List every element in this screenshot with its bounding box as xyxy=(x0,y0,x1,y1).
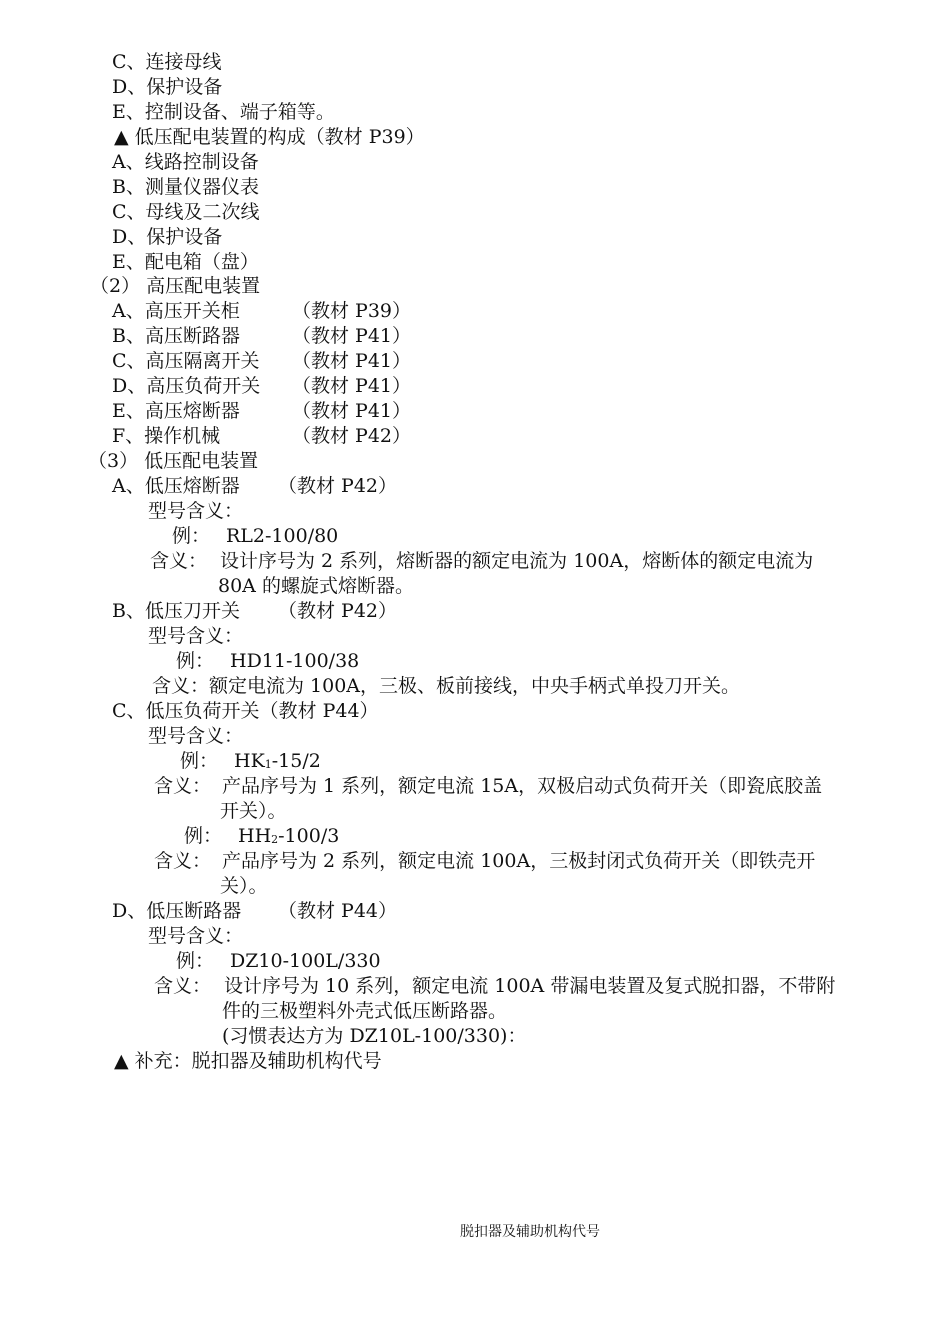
textbook-reference: （教材 P41） xyxy=(292,325,412,347)
caption-text: 脱扣器及辅助机构代号 xyxy=(460,1224,600,1240)
line-text: B、高压断路器 xyxy=(112,325,240,347)
line-text: 开关）。 xyxy=(220,800,287,822)
model-code: $HH_2-100/3$ xyxy=(238,825,340,847)
line-text: E、配电箱（盘） xyxy=(112,251,259,273)
model-code: RL2-100/80 xyxy=(226,525,339,547)
meaning-label: 含义： xyxy=(154,775,212,797)
textbook-reference: （教材 P42） xyxy=(278,600,398,622)
line-text: ▲ 补充：脱扣器及辅助机构代号 xyxy=(114,1050,382,1072)
line-text: E、控制设备、端子箱等。 xyxy=(112,101,335,123)
example-label: 例： xyxy=(176,650,215,672)
line-text: (习惯表达方为 DZ10L-100/330)： xyxy=(222,1025,527,1047)
line-text: F、操作机械 xyxy=(112,425,221,447)
line-text: A、低压熔断器 xyxy=(112,475,240,497)
meaning-text: 设计序号为 10 系列，额定电流 100A 带漏电装置及复式脱扣器，不带附 xyxy=(224,975,836,997)
meaning-text: 产品序号为 2 系列，额定电流 100A，三极封闭式负荷开关（即铁壳开 xyxy=(222,850,816,872)
figure-caption xyxy=(0,1222,950,1242)
line-text: （2） 高压配电装置 xyxy=(90,275,261,297)
line-text: 件的三极塑料外壳式低压断路器。 xyxy=(222,1000,508,1022)
line-text: 型号含义： xyxy=(148,925,244,947)
meaning-label: 含义： xyxy=(154,975,212,997)
line-text: D、低压断路器 xyxy=(112,900,242,922)
meaning-label: 含义： xyxy=(150,550,208,572)
line-text: D、保护设备 xyxy=(112,76,223,98)
textbook-reference: （教材 P42） xyxy=(292,425,412,447)
example-label: 例： xyxy=(172,525,211,547)
line-text: （3） 低压配电装置 xyxy=(88,450,259,472)
line-text: 型号含义： xyxy=(148,625,244,647)
line-text: 80A 的螺旋式熔断器。 xyxy=(218,575,414,597)
line-text: 型号含义： xyxy=(148,500,244,522)
example-label: 例： xyxy=(184,825,223,847)
line-text: D、保护设备 xyxy=(112,226,223,248)
meaning-label: 含义： xyxy=(154,850,212,872)
meaning-text: 含义：额定电流为 100A，三极、板前接线，中央手柄式单投刀开关。 xyxy=(152,675,741,697)
model-code: $HK_1-15/2$ xyxy=(234,750,321,772)
example-label: 例： xyxy=(180,750,219,772)
textbook-reference: （教材 P41） xyxy=(292,375,412,397)
line-text: C、高压隔离开关 xyxy=(112,350,260,372)
line-text: ▲ 低压配电装置的构成（教材 P39） xyxy=(114,126,425,148)
model-code: HD11-100/38 xyxy=(230,650,360,672)
example-label: 例： xyxy=(176,950,215,972)
meaning-text: 产品序号为 1 系列，额定电流 15A，双极启动式负荷开关（即瓷底胶盖 xyxy=(222,775,823,797)
line-text: A、高压开关柜 xyxy=(112,300,240,322)
line-text: D、高压负荷开关 xyxy=(112,375,261,397)
line-text: E、高压熔断器 xyxy=(112,400,240,422)
textbook-reference: （教材 P41） xyxy=(292,400,412,422)
line-text: C、连接母线 xyxy=(112,51,222,73)
meaning-text: 设计序号为 2 系列，熔断器的额定电流为 100A，熔断体的额定电流为 xyxy=(220,550,814,572)
line-text: 型号含义： xyxy=(148,725,244,747)
textbook-reference: （教材 P44） xyxy=(278,900,398,922)
model-code: DZ10-100L/330 xyxy=(230,950,381,972)
textbook-reference: （教材 P41） xyxy=(292,350,412,372)
line-text: B、低压刀开关 xyxy=(112,600,240,622)
textbook-reference: （教材 P42） xyxy=(278,475,398,497)
line-text: C、低压负荷开关（教材 P44） xyxy=(112,700,379,722)
line-text: 关）。 xyxy=(220,875,268,897)
line-text: B、测量仪器仪表 xyxy=(112,176,259,198)
line-text: C、母线及二次线 xyxy=(112,201,260,223)
line-text: A、线路控制设备 xyxy=(112,151,259,173)
textbook-reference: （教材 P39） xyxy=(292,300,412,322)
